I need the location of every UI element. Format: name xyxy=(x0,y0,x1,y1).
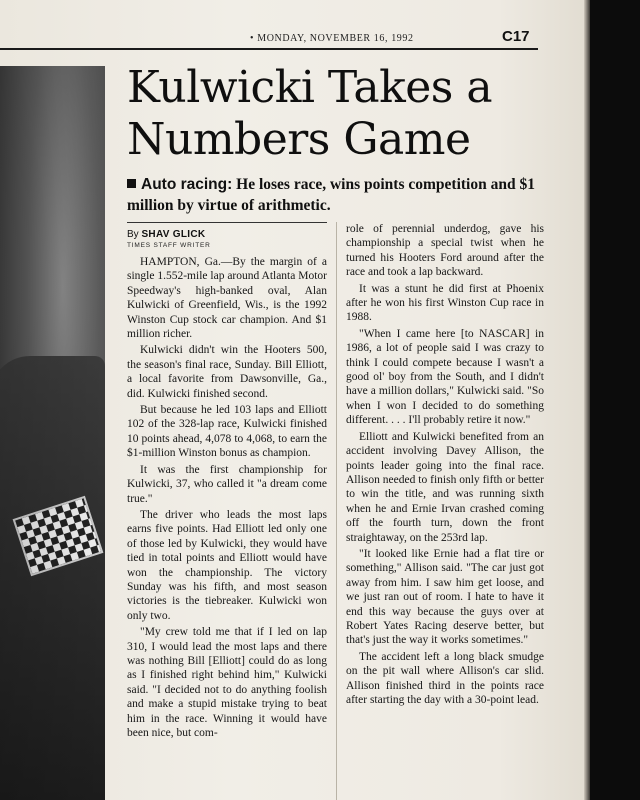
paragraph: It was the first championship for Kulwicki, 37, who called it "a dream come true." xyxy=(127,463,327,505)
byline-credit: TIMES STAFF WRITER xyxy=(127,242,211,249)
deck-label: Auto racing: xyxy=(141,176,233,193)
paragraph: "When I came here [to NASCAR] in 1986, a lot of people said I was crazy to think I could compete because I wasn't a good ol' boy from the South, and I didn't have a million dollars," Kulwicki said. "So when I won I decided to do something different. . . . I'll probably retire it now." xyxy=(346,327,544,427)
paragraph: The driver who leads the most laps earns five points. Had Elliott led only one of those led by Kulwicki, they would have tied in total points and Elliott would have won the championship. The victory Sunday was his fifth, and most season victories is the tiebreaker. Kulwicki won only two. xyxy=(127,508,327,622)
paragraph: But because he led 103 laps and Elliott 102 of the 328-lap race, Kulwicki finished 10 points ahead, 4,078 to 4,068, to earn the $1-million Winston bonus as champion. xyxy=(127,404,327,460)
headline: Kulwicki Takes a Numbers Game xyxy=(127,62,493,165)
article-column-1 xyxy=(127,255,327,800)
paragraph: role of perennial underdog, gave his championship a special twist when he turned his Hooters Ford around after the race and took a lap backward. xyxy=(346,223,544,279)
paragraph: Elliott and Kulwicki benefited from an accident involving Davey Allison, the points leader going into the final race. Allison needed to finish only fifth or better to win the title, and was running sixth when he and Ernie Irvan crashed coming off the fourth turn, down the front straightaway, on the 253rd lap. xyxy=(346,430,544,544)
deck xyxy=(127,174,547,216)
page-number: C17 xyxy=(502,28,530,45)
photo-shade xyxy=(0,66,105,800)
paragraph: "It looked like Ernie had a flat tire or something," Allison said. "The car just got away from him. I saw him get loose, and we just ran out of room. I hate to have it end this way because the guys over at Robert Yates Racing deserve better, but that's just the way it works sometimes." xyxy=(346,547,544,647)
byline-name: SHAV GLICK xyxy=(141,229,206,240)
page-edge xyxy=(584,0,590,800)
dateline: • MONDAY, NOVEMBER 16, 1992 xyxy=(250,33,414,44)
bullet-square-icon xyxy=(127,179,136,188)
deck-text: He loses race, wins points competition and $1 million by virtue of arithmetic. xyxy=(127,176,535,214)
header-rule xyxy=(0,48,538,50)
driver-photo xyxy=(0,66,105,800)
paragraph: "My crew told me that if I led on lap 310, I would lead the most laps and there was nothing Bill [Elliott] could do as long as I finished right behind him," Kulwicki said. "I decided not to do anything foolish and make a stupid mistake trying to beat him in the race. Winning it would have been nice, but com- xyxy=(127,626,327,739)
byline-prefix: By xyxy=(127,229,139,240)
paragraph: HAMPTON, Ga.—By the margin of a single 1.552-mile lap around Atlanta Motor Speedway's high-banked oval, Alan Kulwicki of Greenfield, Wis., is the 1992 Winston Cup stock car champion. And $1 million richer. xyxy=(127,256,327,341)
paragraph: The accident left a long black smudge on the pit wall where Allison's car slid. Allison finished third in the points race after starting the day with a 30-point lead. xyxy=(346,650,544,706)
byline xyxy=(127,229,205,240)
paragraph: It was a stunt he did first at Phoenix after he won his first Winston Cup race in 1988. xyxy=(346,282,544,324)
byline-rule xyxy=(127,222,327,223)
paragraph: Kulwicki didn't win the Hooters 500, the season's final race, Sunday. Bill Elliott, a local favorite from Dawsonville, Ga., did. Kulwicki finished second. xyxy=(127,344,327,400)
article-column-2 xyxy=(346,222,544,800)
column-divider xyxy=(336,222,337,800)
